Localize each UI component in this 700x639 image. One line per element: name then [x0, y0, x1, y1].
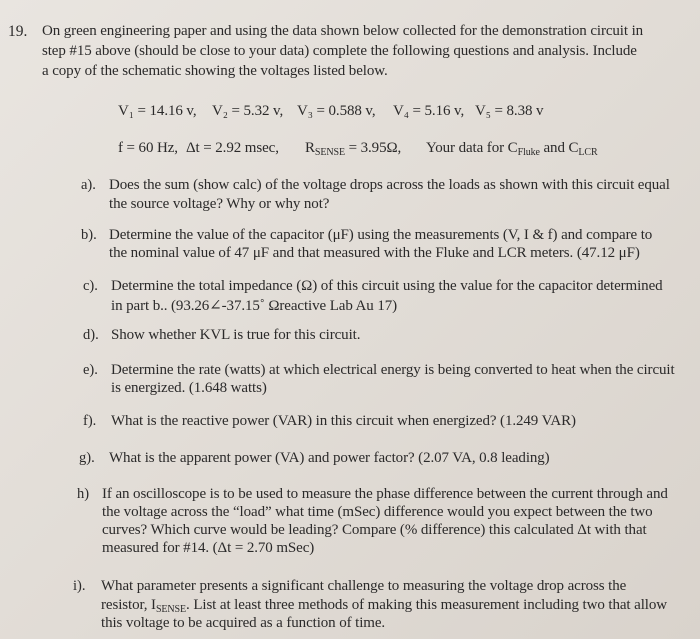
param-your-data: Your data for $C_{Fluke}$ and $C_{LCR}$ [426, 140, 598, 158]
item-a-label: a). [81, 177, 96, 193]
param-delta-t: Δt = 2.92 msec, [186, 140, 279, 156]
intro-line-2: step #15 above (should be close to your data) complete the following questions and analysis. Include [42, 43, 637, 59]
item-a-line-1: Does the sum (show calc) of the voltage drops across the loads as shown with this circuit equal [109, 177, 670, 193]
param-r-sense: $R_{SENSE} = 3.95\Omega$, [305, 140, 402, 158]
item-h-line-4: measured for #14. (Δt = 2.70 mSec) [102, 540, 315, 556]
item-d-line-1: Show whether KVL is true for this circuit. [111, 327, 361, 343]
item-g-line-1: What is the apparent power (VA) and power factor? (2.07 VA, 0.8 leading) [109, 450, 550, 466]
item-i-line-1: What parameter presents a significant challenge to measuring the voltage drop across the [101, 578, 627, 594]
voltage-v4: V₄ = 5.16 v, [393, 103, 465, 119]
item-e-line-2: is energized. (1.648 watts) [111, 380, 267, 396]
item-i-line-3: this voltage to be acquired as a function of time. [101, 615, 386, 631]
item-e-label: e). [83, 362, 98, 378]
item-f-line-1: What is the reactive power (VAR) in this circuit when energized? (1.249 VAR) [111, 413, 576, 429]
item-a-line-2: the source voltage? Why or why not? [109, 196, 330, 212]
item-g-label: g). [79, 450, 95, 466]
item-i-label: i). [73, 578, 86, 594]
voltage-v1: V₁ = 14.16 v, [118, 103, 197, 119]
item-b-line-1: Determine the value of the capacitor (μF) using the measurements (V, I & f) and compare to [109, 227, 653, 243]
item-c-line-2: in part b.. (93.26∠-37.15˚ Ωreactive Lab Au 17) [111, 298, 398, 314]
item-h-line-3: curves? Which curve would be leading? Compare (% difference) this calculated Δt with that [102, 522, 647, 538]
voltage-v2: V₂ = 5.32 v, [212, 103, 284, 119]
intro-line-3: a copy of the schematic showing the voltages listed below. [42, 63, 388, 79]
intro-line-1: On green engineering paper and using the data shown below collected for the demonstration circuit in [42, 23, 644, 39]
item-e-line-1: Determine the rate (watts) at which electrical energy is being converted to heat when the circuit [111, 362, 675, 378]
item-h-label: h) [77, 486, 90, 502]
question-number: 19. [8, 23, 28, 40]
param-frequency: f = 60 Hz, [118, 140, 178, 156]
item-b-label: b). [81, 227, 97, 243]
item-i-line-2: resistor, $I_{SENSE}$. List at least three methods of making this measurement including two that allow [101, 597, 667, 615]
item-b-line-2: the nominal value of 47 μF and that measured with the Fluke and LCR meters. (47.12 μF) [109, 245, 640, 261]
item-c-line-1: Determine the total impedance (Ω) of this circuit using the value for the capacitor determined [111, 278, 663, 294]
item-d-label: d). [83, 327, 99, 343]
voltage-v5: V₅ = 8.38 v [475, 103, 544, 119]
item-h-line-1: If an oscilloscope is to be used to measure the phase difference between the current through and [102, 486, 668, 502]
item-c-label: c). [83, 278, 98, 294]
item-h-line-2: the voltage across the “load” what time (mSec) difference would you expect between the two [102, 504, 653, 520]
item-f-label: f). [83, 413, 97, 429]
voltage-v3: V₃ = 0.588 v, [297, 103, 376, 119]
